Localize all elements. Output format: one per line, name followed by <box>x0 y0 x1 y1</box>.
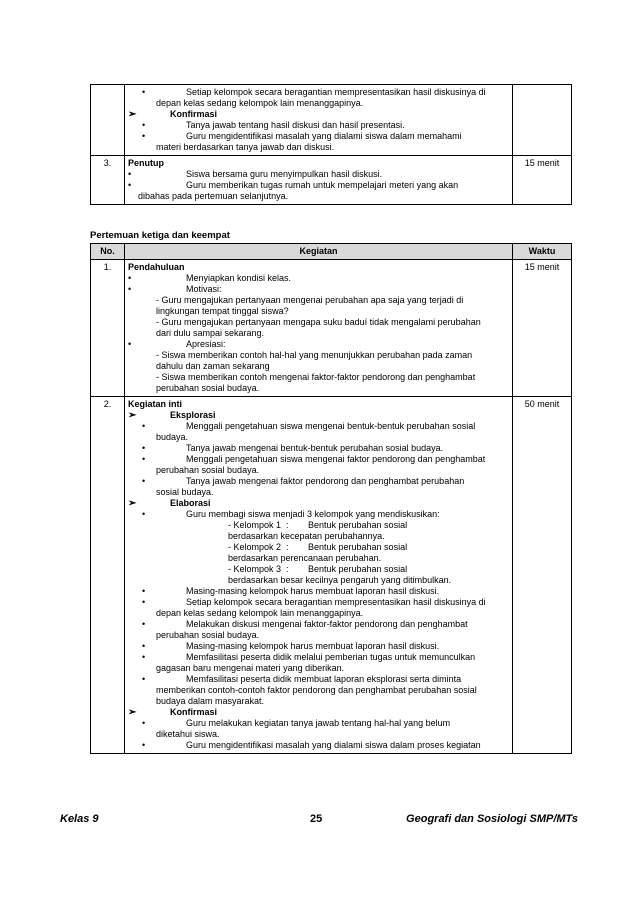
table-row <box>91 156 572 205</box>
bullet-icon: • <box>142 454 146 464</box>
bullet-icon: • <box>142 619 146 629</box>
bullet-icon: • <box>142 131 146 141</box>
cell-no <box>91 85 125 156</box>
bullet-icon: • <box>142 443 146 453</box>
table-header-row <box>91 244 572 260</box>
table-row <box>91 85 572 156</box>
section-title: Pertemuan ketiga dan keempat <box>90 230 230 241</box>
cell-waktu: 15 menit <box>513 260 572 397</box>
cell-no: 2. <box>91 397 125 754</box>
footer-class: Kelas 9 <box>60 813 99 825</box>
arrow-icon: ➢ <box>128 707 137 718</box>
cell-no: 1. <box>91 260 125 397</box>
bullet-icon: • <box>128 284 132 294</box>
bullet-icon: • <box>142 718 146 728</box>
bullet-icon: • <box>142 586 146 596</box>
arrow-icon: ➢ <box>128 498 137 509</box>
row-title: Kegiatan inti <box>128 399 183 409</box>
bullet-icon: • <box>142 87 146 97</box>
bullet-icon: • <box>128 180 132 190</box>
cell-waktu: 15 menit <box>513 156 572 205</box>
cell-kegiatan: Penutup • Siswa bersama guru menyimpulkan hasil diskusi. • Guru memberikan tugas rumah untuk mempelajari meteri yang akan dibahas pada pertemuan selanjutnya. <box>125 156 513 205</box>
bullet-icon: • <box>142 641 146 651</box>
bullet-icon: • <box>142 674 146 684</box>
footer-book-title: Geografi dan Sosiologi SMP/MTs <box>406 813 578 825</box>
table-pertemuan <box>90 243 572 754</box>
cell-kegiatan: Pendahuluan • Menyiapkan kondisi kelas. • Motivasi: - Guru mengajukan pertanyaan mengenai perubahan apa saja yang terjadi di lingkungan tempat tinggal siswa? - Guru mengajukan pertanyaan mengapa suku baduí tidak mengalami perubahan dari dulu sampai sekarang. • Apresiasi: - Siswa memberikan contoh hal-hal yang menunjukkan perubahan pada zaman dahulu dan zaman sekarang - Siswa memberikan contoh mengenai faktor-faktor pendorong dan penghambat perubahan sosial budaya. <box>125 260 513 397</box>
page-number: 25 <box>310 813 323 825</box>
cell-no: 3. <box>91 156 125 205</box>
header-kegiatan: Kegiatan <box>125 244 513 260</box>
cell-waktu <box>513 85 572 156</box>
bullet-icon: • <box>142 740 146 750</box>
bullet-icon: • <box>128 169 132 179</box>
bullet-icon: • <box>142 421 146 431</box>
row-title: Pendahuluan <box>128 262 185 272</box>
table-row <box>91 260 572 397</box>
bullet-icon: • <box>142 476 146 486</box>
header-waktu: Waktu <box>513 244 572 260</box>
bullet-icon: • <box>128 339 132 349</box>
bullet-icon: • <box>142 597 146 607</box>
bullet-icon: • <box>142 120 146 130</box>
cell-waktu: 50 menit <box>513 397 572 754</box>
bullet-icon: • <box>128 273 132 283</box>
cell-kegiatan: Kegiatan inti ➢ Eksplorasi • Menggali pengetahuan siswa mengenai bentuk-bentuk perubahan sosial budaya. • Tanya jawab mengenai bentuk-bentuk perubahan sosial budaya. • Menggali pengetahuan siswa mengenai faktor pendorong dan penghambat perubahan sosial budaya. • Tanya jawab mengenai faktor pendorong dan penghambat perubahan sosial budaya. ➢ Elaborasi • Guru membagi siswa menjadi 3 kelompok yang mendiskusikan: - Kelompok 1 : Bentuk perubahan sosial berdasarkan kecepatan perubahannya. - Kelompok 2 : Bentuk perubahan sosial berdasarkan perencanaan perubahan. - Kelompok 3 : Bentuk perubahan sosial berdasarkan besar kecilnya pengaruh yang ditimbulkan. • Masing-masing kelompok harus membuat laporan hasil diskusi. • Setiap kelompok secara beragantian mempresentasikan hasil diskusinya di depan kelas sedang kelompok lain menanggapinya. • Melakukan diskusi mengenai faktor-faktor pendorong dan penghambat perubahan sosial budaya. • Masing-masing kelompok harus membuat laporan hasil diskusi. • Memfasilitasi peserta didik melalui pemberian tugas untuk memunculkan gagasan baru mengenai materi yang diberikan. • Memfasilitasi peserta didik membuat laporan eksplorasi serta diminta memberikan contoh-contoh faktor pendorong dan penghambat perubahan sosial budaya dalam masyarakat. ➢ Konfirmasi • Guru melakukan kegiatan tanya jawab tentang hal-hal yang belum diketahui siswa. • Guru mengidentifikasi masalah yang dialami siswa dalam proses kegiatan <box>125 397 513 754</box>
row-title: Penutup <box>128 158 164 168</box>
table-continued <box>90 84 572 205</box>
bullet-icon: • <box>142 509 146 519</box>
arrow-icon: ➢ <box>128 410 137 421</box>
cell-kegiatan: • Setiap kelompok secara beragantian mempresentasikan hasil diskusinya di depan kelas sedang kelompok lain menanggapinya. ➢ Konfirmasi • Tanya jawab tentang hasil diskusi dan hasil presentasi. • Guru mengidentifikasi masalah yang dialami siswa dalam memahami materi berdasarkan tanya jawab dan diskusi. <box>125 85 513 156</box>
table-row <box>91 397 572 754</box>
bullet-icon: • <box>142 652 146 662</box>
arrow-icon: ➢ <box>128 109 137 120</box>
header-no: No. <box>91 244 125 260</box>
